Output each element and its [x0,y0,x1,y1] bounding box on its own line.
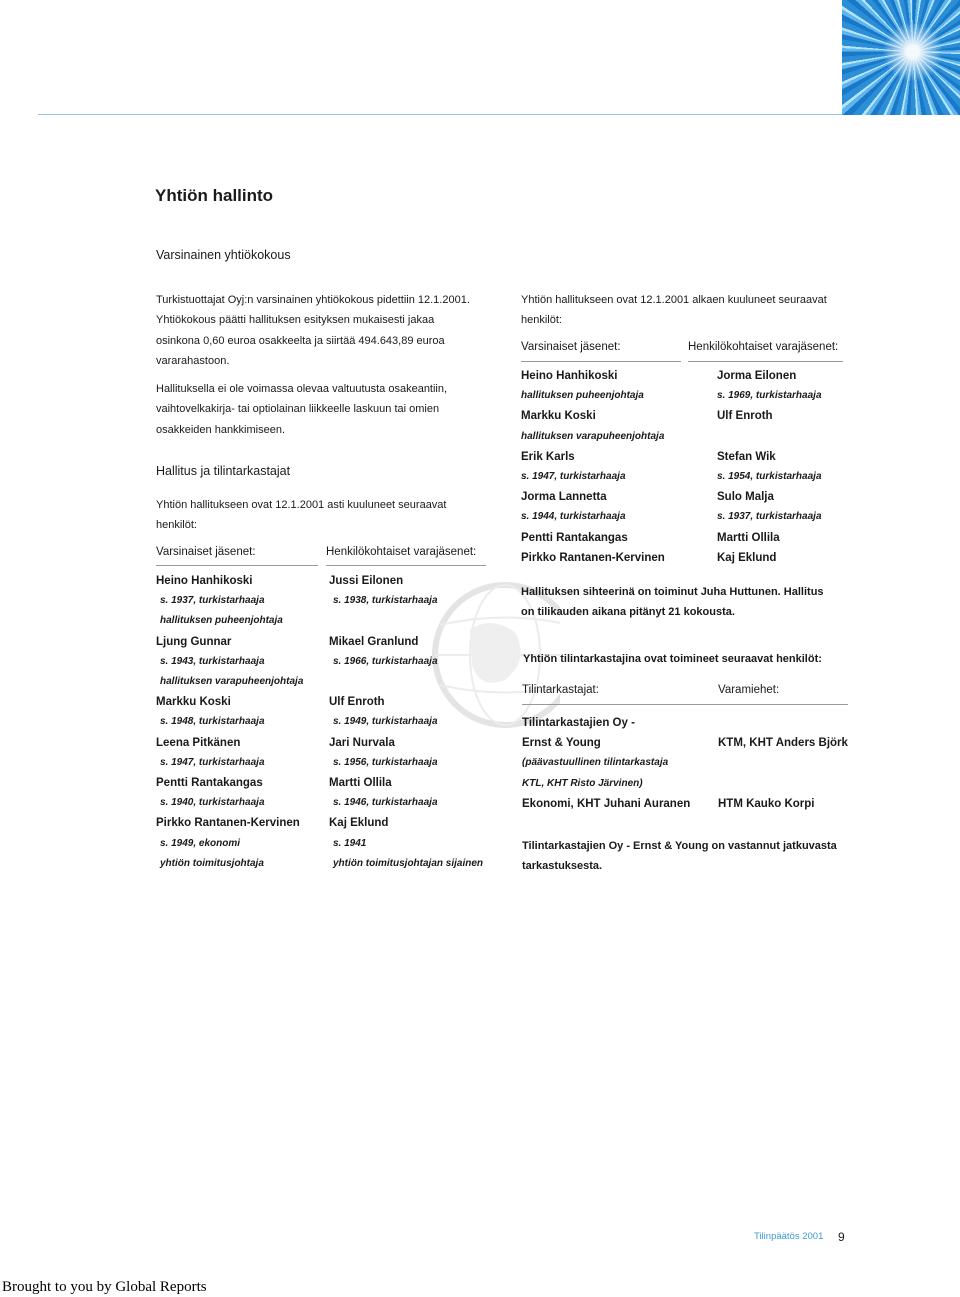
column-header-deputy-left: Henkilökohtaiset varajäsenet: [326,546,477,558]
column-rule [522,704,848,705]
member-detail: s. 1948, turkistarhaaja [160,716,265,728]
member-name: Tilintarkastajien Oy - [522,717,635,729]
board-intro-right [521,290,827,331]
member-name: Leena Pitkänen [156,736,241,749]
deputy-name: Ulf Enroth [329,696,385,709]
deputy-name: Mikael Granlund [329,635,419,648]
column-header-auditors: Tilintarkastajat: [522,684,599,696]
text-line: Hallituksen sihteerinä on toiminut Juha Huttunen. Hallitus [521,586,824,598]
authorization-paragraph [156,379,447,440]
text-line: Yhtiön hallitukseen ovat 12.1.2001 alkaen kuuluneet seuraavat [521,294,827,306]
deputy-detail: s. 1937, turkistarhaaja [717,511,822,523]
member-name: Ernst & Young [522,737,601,750]
member-detail: s. 1944, turkistarhaaja [521,511,626,523]
member-detail: hallituksen puheenjohtaja [521,390,644,402]
column-rule [326,565,486,566]
text-line: osinkona 0,60 euroa osakkeelta ja siirtää 494.643,89 euroa [156,334,445,347]
deputy-name: Sulo Malja [717,491,774,504]
deputy-name: Jussi Eilonen [329,575,404,587]
deputy-name: Jorma Eilonen [717,370,797,382]
member-name: Pentti Rantakangas [521,531,628,544]
member-detail: s. 1949, ekonomi [160,837,241,849]
text-line: Tilintarkastajien Oy - Ernst & Young on vastannut jatkuvasta [522,840,837,852]
text-line: vararahastoon. [156,354,230,367]
deputy-detail: s. 1949, turkistarhaaja [333,716,438,728]
member-name: Erik Karls [521,450,575,463]
section-heading-board: Hallitus ja tilintarkastajat [156,464,291,478]
text-line: Turkistuottajat Oyj:n varsinainen yhtiökokous pidettiin 12.1.2001. [156,294,470,306]
deputy-detail: s. 1969, turkistarhaaja [717,390,822,402]
deputy-detail: s. 1966, turkistarhaaja [333,655,438,667]
column-header-regular-right: Varsinaiset jäsenet: [521,341,621,353]
column-rule [156,565,318,566]
member-name: Markku Koski [156,696,231,709]
member-detail: s. 1947, turkistarhaaja [160,756,265,768]
text-line: Yhtiön hallitukseen ovat 12.1.2001 asti kuuluneet seuraavat [156,499,447,511]
member-name: Jorma Lannetta [521,491,607,504]
deputy-detail: s. 1954, turkistarhaaja [717,471,822,482]
text-line: tarkastuksesta. [522,860,603,873]
footer-report-title: Tilinpäätös 2001 [754,1231,824,1242]
deputy-name: Ulf Enroth [717,410,773,423]
column-header-deputy-right: Henkilökohtaiset varajäsenet: [688,341,839,353]
text-line: Yhtiökokous päätti hallituksen esityksen mukaisesti jakaa [156,314,435,327]
text-line: on tilikauden aikana pitänyt 21 kokousta. [521,606,735,619]
deputy-name: Martti Ollila [329,777,392,789]
column-rule [521,361,681,362]
auditors-intro: Yhtiön tilintarkastajina ovat toimineet seuraavat henkilöt: [523,653,822,665]
member-detail: s. 1937, turkistarhaaja [160,595,265,607]
text-line: henkilöt: [156,519,197,532]
agm-paragraph [156,290,470,371]
member-name: Pentti Rantakangas [156,777,263,789]
member-name: Markku Koski [521,410,596,423]
member-name: Heino Hanhikoski [521,370,618,382]
secretary-paragraph [521,582,824,623]
member-name: Pirkko Rantanen-Kervinen [521,551,665,564]
member-detail: KTL, KHT Risto Järvinen) [522,777,643,789]
text-line: osakkeiden hankkimiseen. [156,423,286,436]
deputy-detail: s. 1938, turkistarhaaja [333,595,438,607]
blue-fur-photo [842,0,960,115]
board-intro-left [156,495,446,536]
member-detail: hallituksen puheenjohtaja [160,615,283,627]
member-detail: s. 1940, turkistarhaaja [160,797,265,809]
member-detail: hallituksen varapuheenjohtaja [160,676,304,687]
member-detail: hallituksen varapuheenjohtaja [521,430,665,442]
deputy-name: Kaj Eklund [717,551,777,564]
deputy-detail: s. 1941 [333,837,367,849]
deputy-detail: s. 1956, turkistarhaaja [333,756,438,768]
column-header-regular-left: Varsinaiset jäsenet: [156,546,256,558]
member-name: Ekonomi, KHT Juhani Auranen [522,797,691,810]
header-divider [38,114,842,115]
column-rule [688,361,843,362]
member-detail: s. 1947, turkistarhaaja [521,471,626,482]
deputy-detail: s. 1946, turkistarhaaja [333,797,438,809]
closing-paragraph [522,836,837,877]
member-detail: s. 1943, turkistarhaaja [160,655,265,667]
member-name: Pirkko Rantanen-Kervinen [156,817,300,830]
deputy-name: Martti Ollila [717,531,780,544]
page-number: 9 [838,1230,845,1244]
deputy-name: KTM, KHT Anders Björk [718,737,848,750]
member-name: Ljung Gunnar [156,635,232,648]
deputy-name: HTM Kauko Korpi [718,797,815,810]
text-line: henkilöt: [521,314,562,327]
deputy-name: Stefan Wik [717,450,776,463]
text-line: vaihtovelkakirja- tai optiolainan liikkeelle laskuun tai omien [156,403,440,416]
member-name: Heino Hanhikoski [156,575,253,587]
section-heading-agm: Varsinainen yhtiökokous [156,248,291,262]
deputy-name: Jari Nurvala [329,736,395,749]
column-header-deputies: Varamiehet: [718,684,780,696]
source-credit: Brought to you by Global Reports [2,1279,207,1295]
page-title: Yhtiön hallinto [155,186,274,205]
deputy-name: Kaj Eklund [329,817,389,830]
member-detail: yhtiön toimitusjohtaja [160,857,264,869]
text-line: Hallituksella ei ole voimassa olevaa valtuutusta osakeantiin, [156,383,448,395]
member-detail: (päävastuullinen tilintarkastaja [522,757,669,769]
deputy-detail: yhtiön toimitusjohtajan sijainen [333,857,484,869]
